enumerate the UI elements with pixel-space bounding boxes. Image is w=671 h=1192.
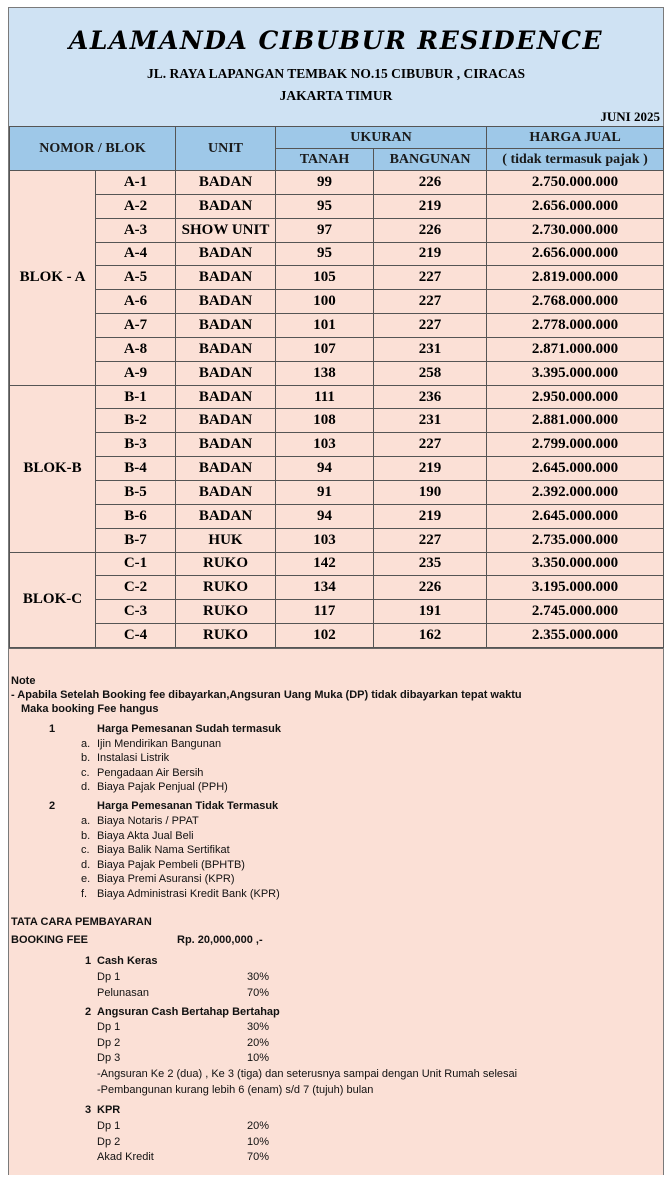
table-row bbox=[10, 504, 664, 528]
cell-harga: 3.195.000.000 bbox=[487, 576, 664, 600]
cell-tanah: 134 bbox=[276, 576, 374, 600]
payment-percent: 30% bbox=[247, 971, 270, 983]
cell-unit: BADAN bbox=[176, 242, 276, 266]
cell-kode: A-2 bbox=[96, 194, 176, 218]
cell-harga: 2.392.000.000 bbox=[487, 480, 664, 504]
cell-bangunan: 227 bbox=[374, 290, 487, 314]
cell-tanah: 142 bbox=[276, 552, 374, 576]
list-item: Biaya Premi Asuransi (KPR) bbox=[97, 873, 235, 885]
note-line-2: Maka booking Fee hangus bbox=[21, 703, 159, 715]
list-item: Pengadaan Air Bersih bbox=[97, 766, 204, 779]
cell-bangunan: 227 bbox=[374, 528, 487, 552]
cell-unit: RUKO bbox=[176, 624, 276, 648]
cell-harga: 3.395.000.000 bbox=[487, 361, 664, 385]
col-harga-jual: HARGA JUAL bbox=[487, 127, 664, 149]
col-tanah: TANAH bbox=[276, 149, 374, 171]
col-ukuran: UKURAN bbox=[276, 127, 487, 149]
cell-harga: 2.645.000.000 bbox=[487, 457, 664, 481]
table-row bbox=[10, 218, 664, 242]
cell-bangunan: 258 bbox=[374, 361, 487, 385]
payment-2-title: Angsuran Cash Bertahap Bertahap bbox=[97, 1006, 280, 1018]
list-item: Biaya Pajak Pembeli (BPHTB) bbox=[97, 858, 245, 871]
note-label: Note bbox=[11, 675, 36, 687]
payment-3-title: KPR bbox=[97, 1104, 121, 1116]
payment-stage: Dp 1 bbox=[97, 1120, 121, 1132]
cell-harga: 2.750.000.000 bbox=[487, 171, 664, 195]
cell-bangunan: 219 bbox=[374, 457, 487, 481]
cell-kode: A-5 bbox=[96, 266, 176, 290]
cell-tanah: 91 bbox=[276, 480, 374, 504]
payment-percent: 20% bbox=[247, 1120, 270, 1132]
cell-bangunan: 219 bbox=[374, 194, 487, 218]
cell-tanah: 105 bbox=[276, 266, 374, 290]
cell-kode: C-2 bbox=[96, 576, 176, 600]
cell-bangunan: 231 bbox=[374, 409, 487, 433]
cell-unit: BADAN bbox=[176, 314, 276, 338]
payment-3-number: 3 bbox=[85, 1104, 92, 1116]
section-1-number: 1 bbox=[49, 723, 56, 735]
booking-fee-label: BOOKING FEE bbox=[11, 934, 89, 946]
table-row bbox=[10, 361, 664, 385]
cell-kode: A-4 bbox=[96, 242, 176, 266]
cell-bangunan: 219 bbox=[374, 504, 487, 528]
table-row bbox=[10, 242, 664, 266]
list-item: Biaya Notaris / PPAT bbox=[97, 815, 199, 827]
cell-harga: 2.656.000.000 bbox=[487, 242, 664, 266]
section-2-title: Harga Pemesanan Tidak Termasuk bbox=[97, 800, 279, 812]
list-item-letter: f. bbox=[81, 887, 88, 900]
cell-tanah: 94 bbox=[276, 457, 374, 481]
cell-tanah: 102 bbox=[276, 624, 374, 648]
page-title: ALAMANDA CIBUBUR RESIDENCE bbox=[68, 26, 604, 55]
cell-unit: BADAN bbox=[176, 361, 276, 385]
table-row bbox=[10, 576, 664, 600]
cell-kode: A-6 bbox=[96, 290, 176, 314]
payment-stage: Dp 1 bbox=[97, 971, 121, 983]
cell-kode: B-3 bbox=[96, 433, 176, 457]
payment-stage: Dp 2 bbox=[97, 1036, 121, 1049]
cell-unit: BADAN bbox=[176, 409, 276, 433]
cell-kode: B-5 bbox=[96, 480, 176, 504]
col-harga-note: ( tidak termasuk pajak ) bbox=[487, 149, 664, 171]
cell-bangunan: 190 bbox=[374, 480, 487, 504]
cell-tanah: 94 bbox=[276, 504, 374, 528]
address-line-2: JAKARTA TIMUR bbox=[279, 88, 393, 103]
list-item-letter: c. bbox=[81, 766, 90, 779]
cell-bangunan: 231 bbox=[374, 337, 487, 361]
payment-method-heading: TATA CARA PEMBAYARAN bbox=[11, 916, 152, 928]
cell-harga: 2.950.000.000 bbox=[487, 385, 664, 409]
cell-kode: A-8 bbox=[96, 337, 176, 361]
table-row bbox=[10, 266, 664, 290]
payment-stage: Dp 2 bbox=[97, 1135, 121, 1148]
cell-kode: A-3 bbox=[96, 218, 176, 242]
payment-stage: Akad Kredit bbox=[97, 1151, 154, 1163]
cell-kode: C-1 bbox=[96, 552, 176, 576]
cell-bangunan: 226 bbox=[374, 171, 487, 195]
cell-harga: 2.656.000.000 bbox=[487, 194, 664, 218]
block-name: BLOK-C bbox=[10, 552, 96, 647]
section-2-number: 2 bbox=[49, 800, 56, 812]
payment-percent: 70% bbox=[247, 986, 270, 999]
table-row bbox=[10, 290, 664, 314]
cell-harga: 2.871.000.000 bbox=[487, 337, 664, 361]
list-item-letter: e. bbox=[81, 873, 91, 885]
cell-tanah: 138 bbox=[276, 361, 374, 385]
cell-bangunan: 235 bbox=[374, 552, 487, 576]
list-item-letter: d. bbox=[81, 780, 91, 793]
payment-percent: 20% bbox=[247, 1036, 270, 1049]
cell-harga: 2.735.000.000 bbox=[487, 528, 664, 552]
block-name: BLOK - A bbox=[10, 171, 96, 386]
table-row bbox=[10, 194, 664, 218]
payment-1-number: 1 bbox=[85, 955, 92, 967]
cell-harga: 2.778.000.000 bbox=[487, 314, 664, 338]
cell-unit: SHOW UNIT bbox=[176, 218, 276, 242]
cell-tanah: 111 bbox=[276, 385, 374, 409]
cell-harga: 2.730.000.000 bbox=[487, 218, 664, 242]
cell-harga: 2.355.000.000 bbox=[487, 624, 664, 648]
payment-percent: 70% bbox=[247, 1151, 270, 1163]
section-1-title: Harga Pemesanan Sudah termasuk bbox=[97, 723, 282, 735]
cell-tanah: 100 bbox=[276, 290, 374, 314]
cell-tanah: 108 bbox=[276, 409, 374, 433]
table-row bbox=[10, 337, 664, 361]
table-row bbox=[10, 552, 664, 576]
cell-kode: B-2 bbox=[96, 409, 176, 433]
list-item: Biaya Administrasi Kredit Bank (KPR) bbox=[97, 887, 280, 900]
cell-kode: A-1 bbox=[96, 171, 176, 195]
cell-unit: BADAN bbox=[176, 433, 276, 457]
note-line-1: - Apabila Setelah Booking fee dibayarkan,Angsuran Uang Muka (DP) tidak dibayarkan tepat waktu bbox=[11, 689, 522, 701]
list-item-letter: b. bbox=[81, 752, 91, 765]
list-item: Ijin Mendirikan Bangunan bbox=[97, 738, 222, 750]
cell-bangunan: 227 bbox=[374, 314, 487, 338]
payment-percent: 30% bbox=[247, 1021, 270, 1033]
cell-kode: B-7 bbox=[96, 528, 176, 552]
col-bangunan: BANGUNAN bbox=[374, 149, 487, 171]
cell-bangunan: 219 bbox=[374, 242, 487, 266]
price-table bbox=[9, 126, 664, 648]
cell-unit: BADAN bbox=[176, 266, 276, 290]
list-item-letter: c. bbox=[81, 844, 90, 856]
cell-unit: RUKO bbox=[176, 600, 276, 624]
table-row bbox=[10, 624, 664, 648]
payment-2-note-2: -Pembangunan kurang lebih 6 (enam) s/d 7 (tujuh) bulan bbox=[97, 1084, 374, 1096]
cell-unit: BADAN bbox=[176, 194, 276, 218]
table-row bbox=[10, 409, 664, 433]
booking-fee-value: Rp. 20,000,000 ,- bbox=[177, 934, 263, 946]
cell-bangunan: 227 bbox=[374, 433, 487, 457]
cell-tanah: 103 bbox=[276, 528, 374, 552]
list-item: Instalasi Listrik bbox=[97, 752, 170, 765]
cell-harga: 2.881.000.000 bbox=[487, 409, 664, 433]
cell-unit: BADAN bbox=[176, 504, 276, 528]
address-line-1: JL. RAYA LAPANGAN TEMBAK NO.15 CIBUBUR , CIRACAS bbox=[146, 66, 526, 81]
cell-kode: C-3 bbox=[96, 600, 176, 624]
header bbox=[9, 8, 663, 127]
payment-1-title: Cash Keras bbox=[97, 955, 158, 967]
cell-unit: BADAN bbox=[176, 480, 276, 504]
col-nomor-blok: NOMOR / BLOK bbox=[10, 127, 176, 171]
list-item-letter: b. bbox=[81, 829, 91, 842]
payment-2-number: 2 bbox=[85, 1006, 92, 1018]
cell-harga: 2.745.000.000 bbox=[487, 600, 664, 624]
cell-tanah: 101 bbox=[276, 314, 374, 338]
payment-percent: 10% bbox=[247, 1135, 270, 1148]
cell-bangunan: 162 bbox=[374, 624, 487, 648]
list-item-letter: d. bbox=[81, 858, 91, 871]
cell-unit: RUKO bbox=[176, 552, 276, 576]
cell-harga: 3.350.000.000 bbox=[487, 552, 664, 576]
block-name: BLOK-B bbox=[10, 385, 96, 552]
cell-unit: BADAN bbox=[176, 457, 276, 481]
cell-bangunan: 191 bbox=[374, 600, 487, 624]
cell-kode: C-4 bbox=[96, 624, 176, 648]
cell-harga: 2.819.000.000 bbox=[487, 266, 664, 290]
cell-unit: RUKO bbox=[176, 576, 276, 600]
payment-2-note-1: -Angsuran Ke 2 (dua) , Ke 3 (tiga) dan seterusnya sampai dengan Unit Rumah selesai bbox=[97, 1068, 518, 1080]
cell-bangunan: 226 bbox=[374, 218, 487, 242]
list-item-letter: a. bbox=[81, 815, 91, 827]
payment-stage: Pelunasan bbox=[97, 986, 149, 999]
cell-unit: BADAN bbox=[176, 171, 276, 195]
cell-unit: BADAN bbox=[176, 337, 276, 361]
payment-stage: Dp 1 bbox=[97, 1021, 121, 1033]
cell-tanah: 107 bbox=[276, 337, 374, 361]
cell-tanah: 95 bbox=[276, 194, 374, 218]
price-list-sheet bbox=[8, 7, 664, 1175]
list-item: Biaya Akta Jual Beli bbox=[97, 829, 194, 842]
cell-unit: BADAN bbox=[176, 290, 276, 314]
table-row bbox=[10, 314, 664, 338]
cell-kode: A-9 bbox=[96, 361, 176, 385]
cell-tanah: 99 bbox=[276, 171, 374, 195]
cell-harga: 2.799.000.000 bbox=[487, 433, 664, 457]
price-date: JUNI 2025 bbox=[600, 109, 660, 124]
table-row bbox=[10, 528, 664, 552]
notes-section bbox=[9, 648, 663, 1175]
cell-tanah: 117 bbox=[276, 600, 374, 624]
table-row bbox=[10, 385, 664, 409]
list-item-letter: a. bbox=[81, 738, 91, 750]
table-row bbox=[10, 171, 664, 195]
table-row bbox=[10, 600, 664, 624]
table-row bbox=[10, 457, 664, 481]
list-item: Biaya Balik Nama Sertifikat bbox=[97, 844, 230, 856]
cell-harga: 2.645.000.000 bbox=[487, 504, 664, 528]
cell-bangunan: 226 bbox=[374, 576, 487, 600]
cell-tanah: 95 bbox=[276, 242, 374, 266]
col-unit: UNIT bbox=[176, 127, 276, 171]
price-table-body bbox=[10, 171, 664, 648]
payment-stage: Dp 3 bbox=[97, 1052, 121, 1064]
cell-bangunan: 227 bbox=[374, 266, 487, 290]
cell-bangunan: 236 bbox=[374, 385, 487, 409]
cell-tanah: 103 bbox=[276, 433, 374, 457]
cell-kode: B-6 bbox=[96, 504, 176, 528]
cell-kode: A-7 bbox=[96, 314, 176, 338]
list-item: Biaya Pajak Penjual (PPH) bbox=[97, 780, 228, 793]
payment-percent: 10% bbox=[247, 1052, 270, 1064]
cell-unit: BADAN bbox=[176, 385, 276, 409]
cell-harga: 2.768.000.000 bbox=[487, 290, 664, 314]
cell-tanah: 97 bbox=[276, 218, 374, 242]
cell-kode: B-4 bbox=[96, 457, 176, 481]
table-row bbox=[10, 480, 664, 504]
cell-kode: B-1 bbox=[96, 385, 176, 409]
table-row bbox=[10, 433, 664, 457]
cell-unit: HUK bbox=[176, 528, 276, 552]
